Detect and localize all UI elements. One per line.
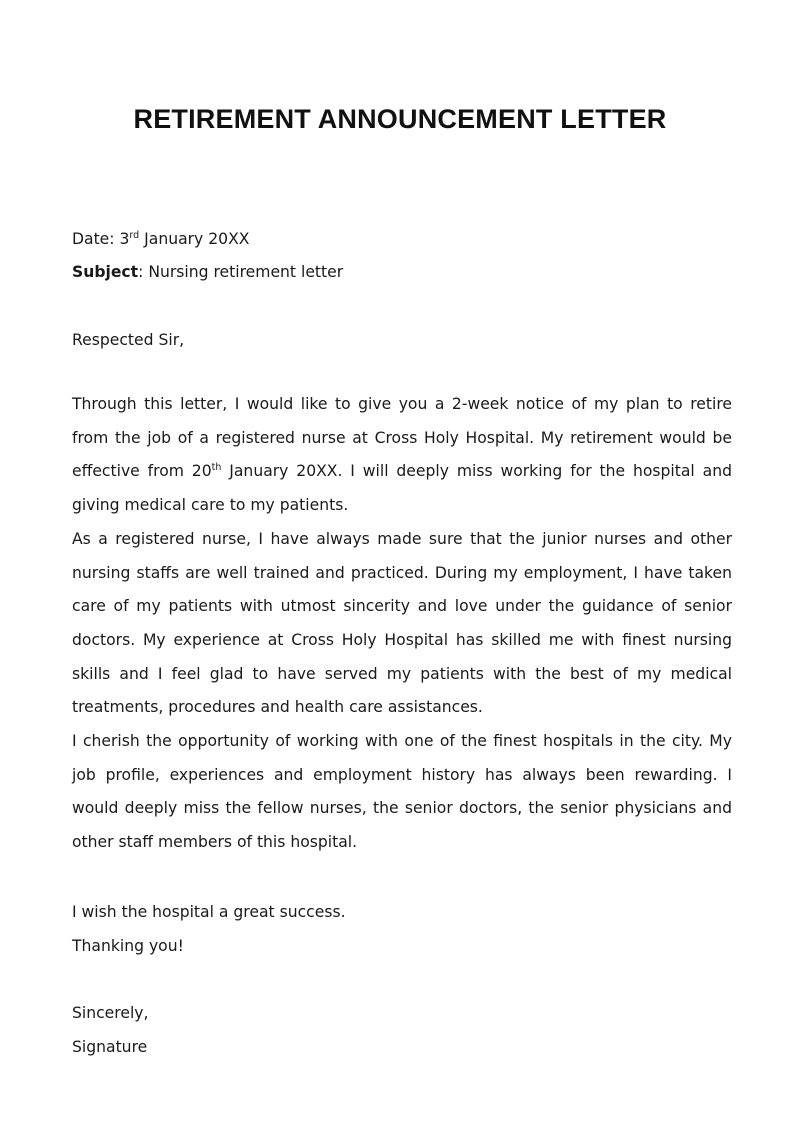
body-paragraph-3: I cherish the opportunity of working with one of the finest hospitals in the city. My job profile, experiences and employment history has always been rewarding. I would deeply miss the fellow nurses, the senior doctors, the senior physicians and other staff members of this hospital. [72,732,732,852]
date-day: 3 [119,230,130,248]
body-paragraph-1 [72,388,732,523]
thanks-line: Thanking you! [72,937,184,955]
body-p1-suffix: th [211,462,222,474]
date-day-suffix: rd [129,229,140,241]
subject-label: Subject [72,263,139,281]
letter-body [72,388,732,860]
subject-text: : Nursing retirement letter [138,263,344,281]
signature-line: Signature [72,1038,148,1056]
date-line [72,229,249,249]
closing-line: Sincerely, [72,1004,149,1022]
wish-line: I wish the hospital a great success. [72,903,346,921]
subject-line [72,262,343,282]
body-p1-part1: Through this letter, I would like to give you a 2-week notice of my plan to retire from the job of a registered nurse at Cross Holy Hospital. My retirement would be effective from 20 [72,395,732,481]
salutation: Respected Sir, [72,331,185,349]
letter-title: RETIREMENT ANNOUNCEMENT LETTER [133,104,667,134]
body-paragraph-2: As a registered nurse, I have always made sure that the junior nurses and other nursing staffs are well trained and practiced. During my employment, I have taken care of my patients with utmost sincerity and love under the guidance of senior doctors. My experience at Cross Holy Hospital has skilled me with finest nursing skills and I feel glad to have served my patients with the best of my medical treatments, procedures and health care assistances. [72,529,732,717]
date-label: Date: [72,230,115,248]
date-month-year: January 20XX [144,230,250,248]
body-p1-part2: January 20XX. I will deeply miss working for the hospital and giving medical care to my patients. [72,462,732,515]
